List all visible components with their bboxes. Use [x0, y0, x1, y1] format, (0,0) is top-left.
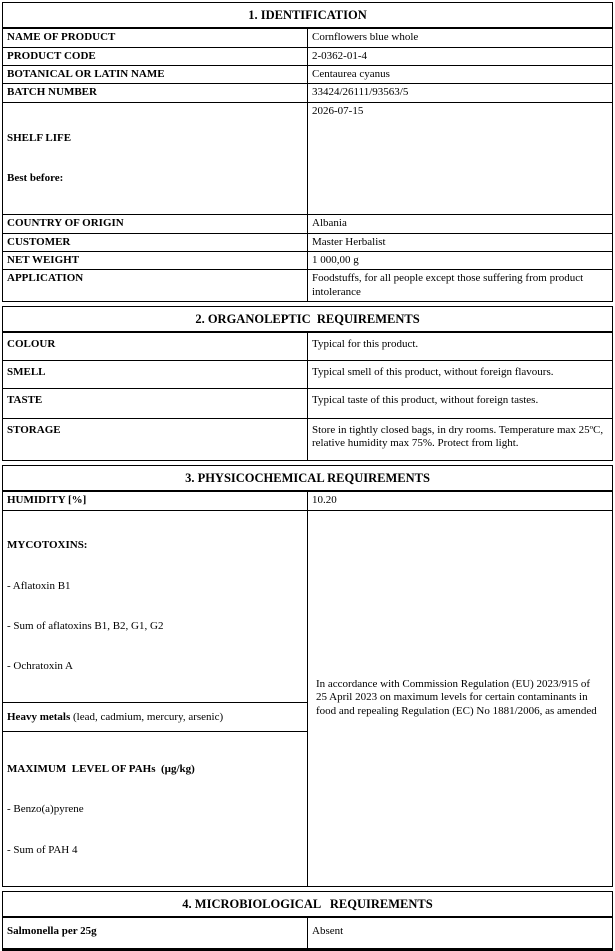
- section-title: 4. MICROBIOLOGICAL REQUIREMENTS: [3, 891, 613, 917]
- mycotoxin-item: - Aflatoxin B1: [7, 579, 71, 592]
- row-label: COLOUR: [3, 332, 308, 360]
- row-label: PRODUCT CODE: [3, 47, 308, 65]
- pahs-cell: [3, 732, 308, 886]
- row-label: SMELL: [3, 360, 308, 388]
- table-row: [3, 102, 613, 214]
- section-title: 1. IDENTIFICATION: [3, 3, 613, 29]
- row-value: 2-0362-01-4: [308, 47, 613, 65]
- table-row: [3, 917, 613, 950]
- section-microbiological: [2, 891, 613, 951]
- table-row: [3, 66, 613, 84]
- row-value: Absent: [308, 917, 613, 950]
- row-value: 1 000,00 g: [308, 251, 613, 269]
- table-row: [3, 215, 613, 233]
- row-value: Cornflowers blue whole: [308, 28, 613, 47]
- section-physicochemical: [2, 465, 613, 887]
- row-value: Foodstuffs, for all people except those suffering from product intolerance: [308, 270, 613, 302]
- table-row: [3, 510, 613, 703]
- table-row: [3, 47, 613, 65]
- table-row: [3, 251, 613, 269]
- table-row: [3, 388, 613, 418]
- table-row: [3, 360, 613, 388]
- regulation-text-cell: In accordance with Commission Regulation (EU) 2023/915 of 25 April 2023 on maximum levels for certain contaminants in food and repealing Regulation (EC) No 1881/2006, as amended: [308, 510, 613, 886]
- pah-item: - Sum of PAH 4: [7, 843, 78, 856]
- row-label: Salmonella per 25g: [3, 917, 308, 950]
- section-title: 3. PHYSICOCHEMICAL REQUIREMENTS: [3, 465, 613, 491]
- pahs-heading: MAXIMUM LEVEL OF PAHs (µg/kg): [7, 763, 195, 776]
- row-value: Centaurea cyanus: [308, 66, 613, 84]
- shelf-life-label: SHELF LIFE: [7, 131, 72, 144]
- section-header: [3, 465, 613, 491]
- table-row: [3, 332, 613, 360]
- row-label: CUSTOMER: [3, 233, 308, 251]
- row-label: COUNTRY OF ORIGIN: [3, 215, 308, 233]
- mycotoxins-heading: MYCOTOXINS:: [7, 539, 88, 552]
- table-row: [3, 233, 613, 251]
- row-label: NET WEIGHT: [3, 251, 308, 269]
- mycotoxins-cell: [3, 510, 308, 703]
- pah-item: - Benzo(a)pyrene: [7, 803, 84, 816]
- row-value: 10.20: [308, 491, 613, 510]
- best-before-label: Best before:: [7, 171, 64, 184]
- row-label: STORAGE: [3, 418, 308, 460]
- row-label: APPLICATION: [3, 270, 308, 302]
- table-row: [3, 84, 613, 102]
- row-label: HUMIDITY [%]: [3, 491, 308, 510]
- section-header: [3, 307, 613, 333]
- table-row: [3, 491, 613, 510]
- row-label: BATCH NUMBER: [3, 84, 308, 102]
- row-value: 33424/26111/93563/5: [308, 84, 613, 102]
- row-label: [3, 102, 308, 214]
- section-header: [3, 3, 613, 29]
- section-title: 2. ORGANOLEPTIC REQUIREMENTS: [3, 307, 613, 333]
- table-row: [3, 418, 613, 460]
- heavy-metals-detail: (lead, cadmium, mercury, arsenic): [70, 710, 224, 723]
- row-value: Typical smell of this product, without foreign flavours.: [308, 360, 613, 388]
- row-value: Typical taste of this product, without foreign tastes.: [308, 388, 613, 418]
- mycotoxin-item: - Ochratoxin A: [7, 660, 73, 673]
- section-identification: [2, 2, 613, 302]
- row-value: 2026-07-15: [308, 102, 613, 214]
- section-header: [3, 891, 613, 917]
- row-value: Albania: [308, 215, 613, 233]
- row-label: NAME OF PRODUCT: [3, 28, 308, 47]
- row-label: TASTE: [3, 388, 308, 418]
- row-value: Typical for this product.: [308, 332, 613, 360]
- section-organoleptic: [2, 306, 613, 461]
- row-value: Store in tightly closed bags, in dry rooms. Temperature max 25ºC, relative humidity max 75%. Protect from light.: [308, 418, 613, 460]
- mycotoxin-item: - Sum of aflatoxins B1, B2, G1, G2: [7, 619, 164, 632]
- row-value: Master Herbalist: [308, 233, 613, 251]
- row-label: BOTANICAL OR LATIN NAME: [3, 66, 308, 84]
- heavy-metals-label: Heavy metals: [7, 710, 71, 723]
- table-row: [3, 270, 613, 302]
- table-row: [3, 28, 613, 47]
- heavy-metals-cell: [3, 703, 308, 732]
